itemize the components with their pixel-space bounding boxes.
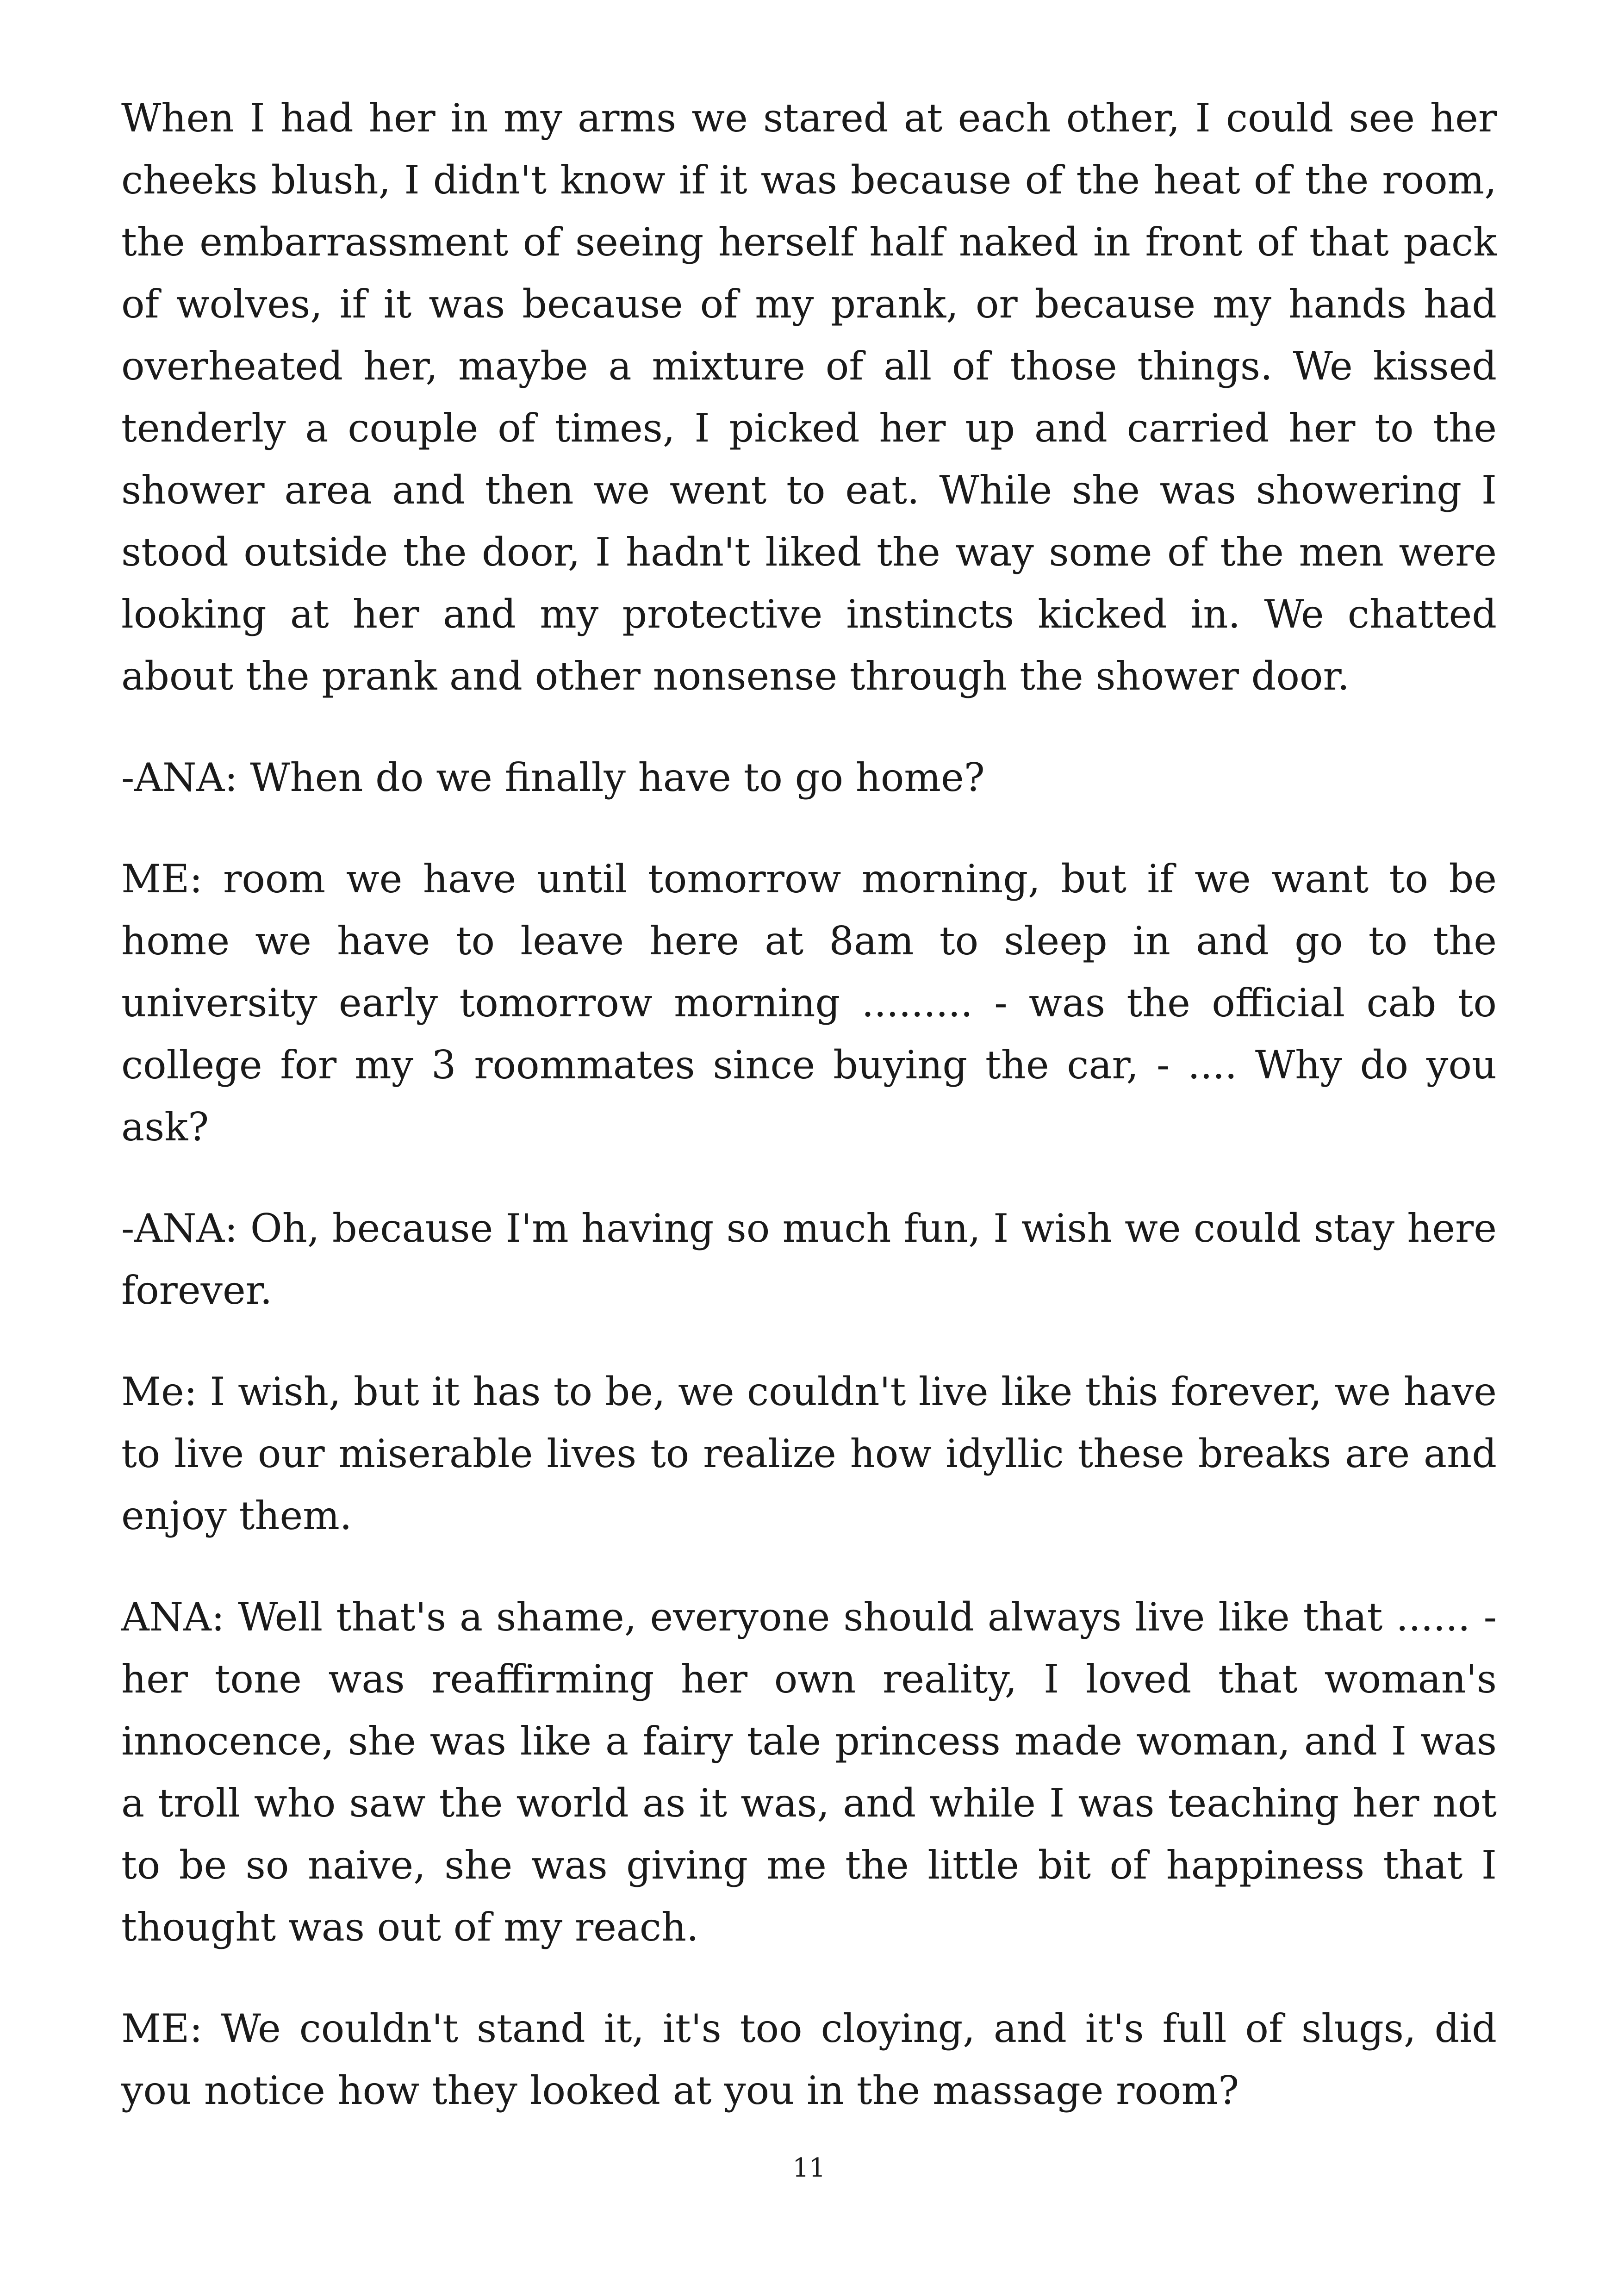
paragraph-dialogue-me: ME: room we have until tomorrow morning, but if we want to be home we have to leave here at 8am to sleep in and go to the university early tomorrow morning ......... - was the official cab to college for my 3 roommates since buying the car, - .... Why do you ask?	[121, 856, 1497, 1150]
paragraph-dialogue-ana: ANA: Well that's a shame, everyone should always live like that ...... - her tone was reaffirming her own reality, I loved that woman's innocence, she was like a fairy tale princess made woman, and I was a troll who saw the world as it was, and while I was teaching her not to be so naive, she was giving me the little bit of happiness that I thought was out of my reach.	[121, 1594, 1497, 1950]
paragraph-dialogue-ana: -ANA: Oh, because I'm having so much fun, I wish we could stay here forever.	[121, 1206, 1497, 1313]
paragraph-dialogue-ana: -ANA: When do we finally have to go home?	[121, 755, 985, 800]
paragraph-dialogue-me: ME: We couldn't stand it, it's too cloying, and it's full of slugs, did you notice how they looked at you in the massage room?	[121, 2006, 1497, 2113]
paragraph-narration: When I had her in my arms we stared at each other, I could see her cheeks blush, I didn't know if it was because of the heat of the room, the embarrassment of seeing herself half naked in front of that pack of wolves, if it was because of my prank, or because my hands had overheated her, maybe a mixture of all of those things. We kissed tenderly a couple of times, I picked her up and carried her to the shower area and then we went to eat. While she was showering I stood outside the door, I hadn't liked the way some of the men were looking at her and my protective instincts kicked in. We chatted about the prank and other nonsense through the shower door.	[121, 95, 1497, 699]
paragraph-dialogue-me: Me: I wish, but it has to be, we couldn't live like this forever, we have to live our miserable lives to realize how idyllic these breaks are and enjoy them.	[121, 1369, 1497, 1538]
page-number: 11	[792, 2153, 826, 2183]
body-text	[121, 87, 1497, 2161]
